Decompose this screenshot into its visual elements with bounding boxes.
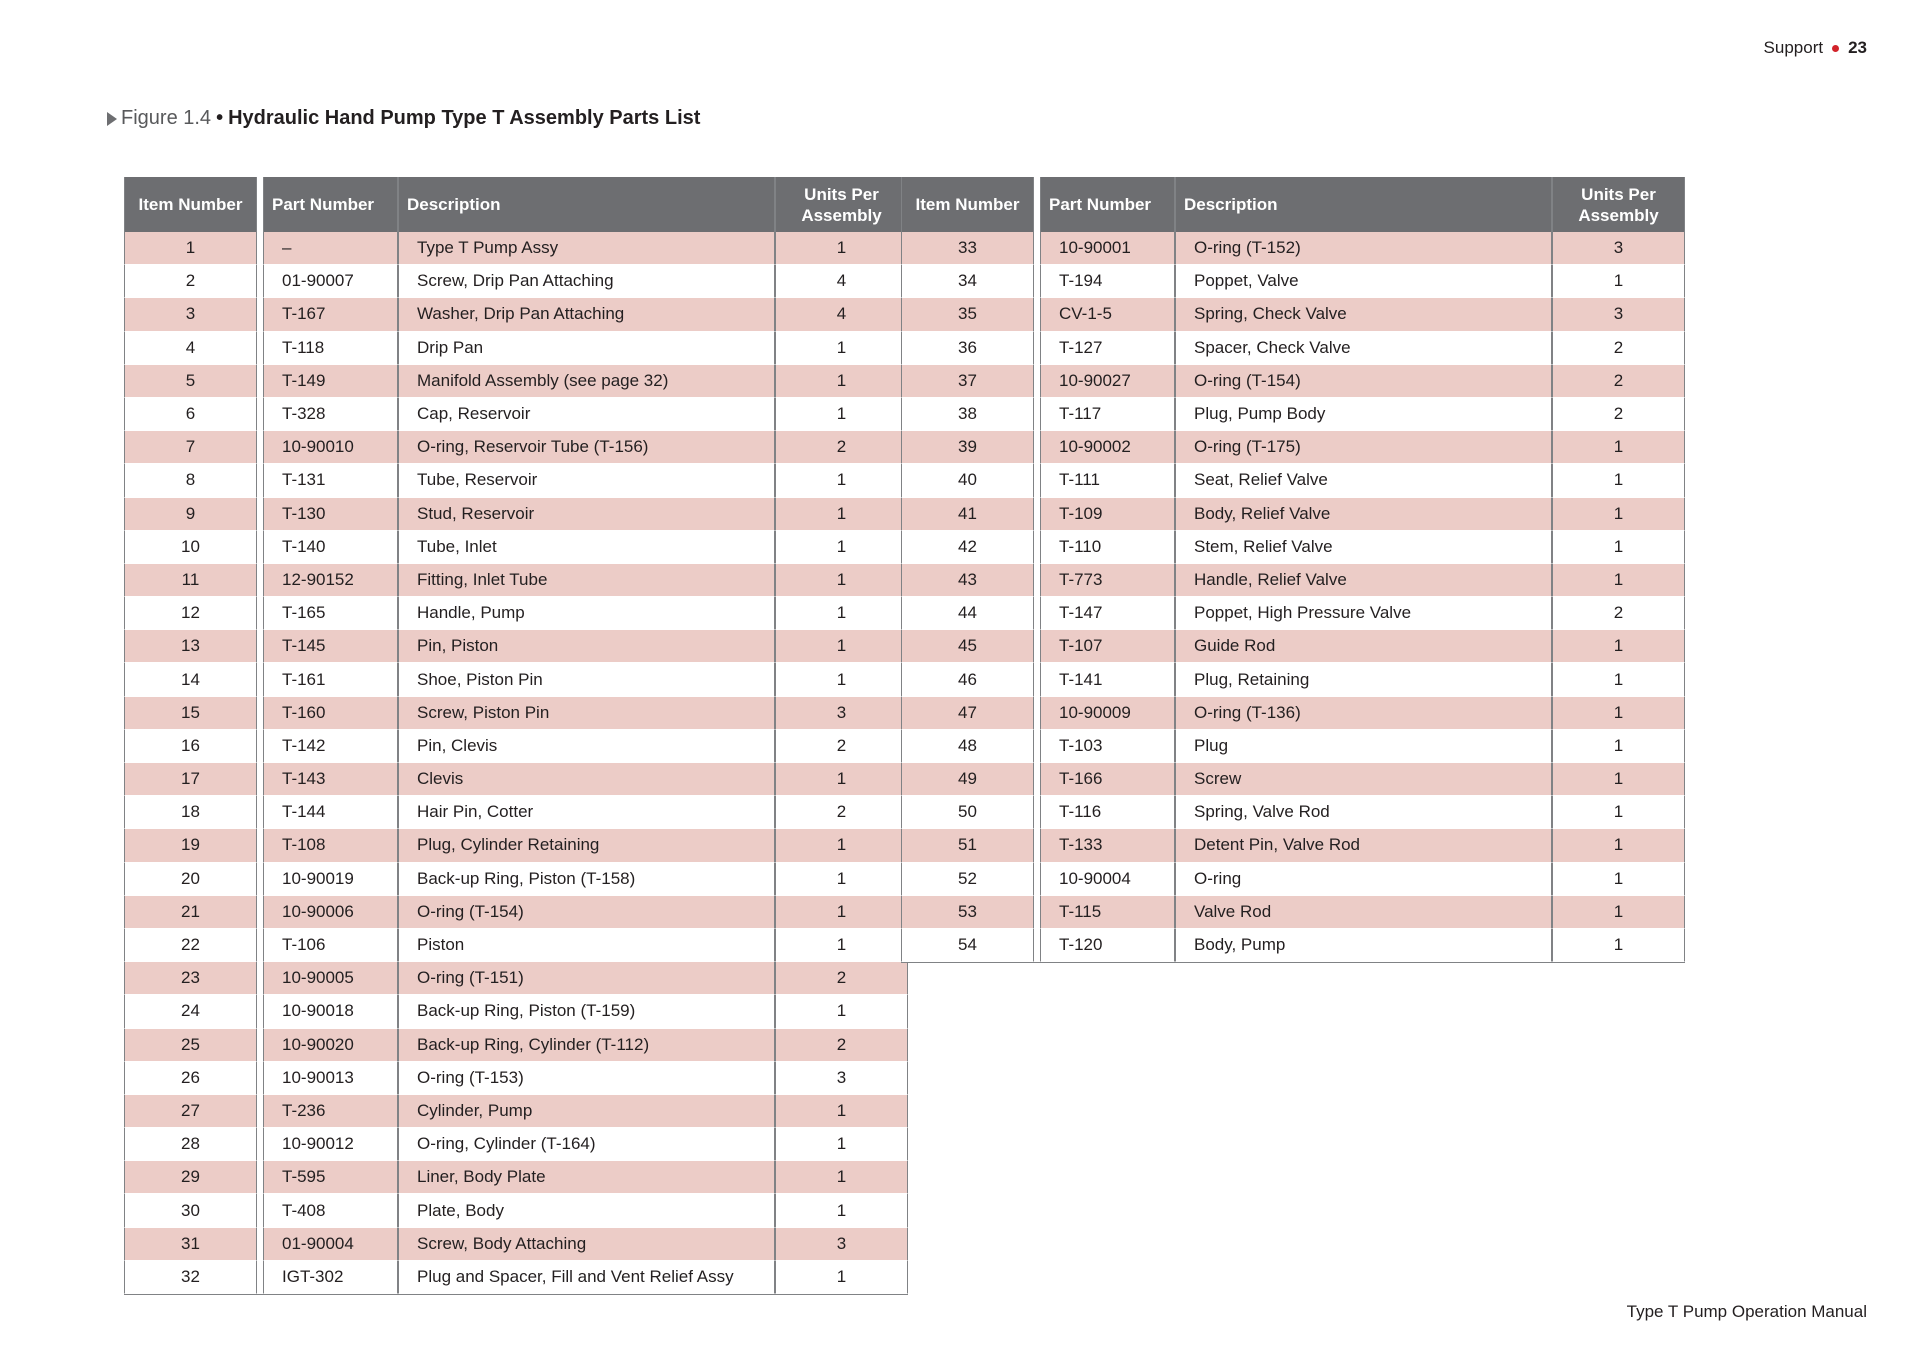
page-header <box>1764 38 1867 58</box>
table-row <box>124 398 908 431</box>
table-row <box>901 597 1685 630</box>
part-number-cell: T-236 <box>263 1095 398 1128</box>
description-cell: Screw <box>1175 763 1552 796</box>
part-number-cell: 10-90013 <box>263 1062 398 1095</box>
item-number-cell: 28 <box>124 1128 257 1161</box>
column-header-description: Description <box>398 177 775 232</box>
part-number-cell: T-161 <box>263 663 398 696</box>
description-cell: Cylinder, Pump <box>398 1095 775 1128</box>
description-cell: Back-up Ring, Cylinder (T-112) <box>398 1029 775 1062</box>
table-row <box>901 431 1685 464</box>
table-row <box>901 763 1685 796</box>
item-number-cell: 15 <box>124 697 257 730</box>
item-number-cell: 49 <box>901 763 1034 796</box>
table-row <box>901 697 1685 730</box>
page-footer: Type T Pump Operation Manual <box>1626 1302 1867 1321</box>
table-row <box>124 1261 908 1294</box>
table-row <box>124 763 908 796</box>
description-cell: Poppet, High Pressure Valve <box>1175 597 1552 630</box>
units-cell: 1 <box>1552 531 1685 564</box>
item-number-cell: 19 <box>124 829 257 862</box>
table-row <box>901 464 1685 497</box>
column-header-units: Units Per Assembly <box>1552 177 1685 232</box>
table-row <box>901 863 1685 896</box>
table-row <box>124 929 908 962</box>
part-number-cell: T-142 <box>263 730 398 763</box>
table-row <box>901 796 1685 829</box>
item-number-cell: 48 <box>901 730 1034 763</box>
table-row <box>124 531 908 564</box>
part-number-cell: 01-90004 <box>263 1228 398 1261</box>
table-row <box>901 232 1685 265</box>
units-cell: 1 <box>1552 630 1685 663</box>
part-number-cell: 10-90018 <box>263 995 398 1028</box>
table-row <box>124 1029 908 1062</box>
units-cell: 3 <box>775 1228 908 1261</box>
item-number-cell: 20 <box>124 863 257 896</box>
units-cell: 1 <box>775 1194 908 1227</box>
part-number-cell: 10-90002 <box>1040 431 1175 464</box>
table-row <box>901 365 1685 398</box>
part-number-cell: T-118 <box>263 332 398 365</box>
item-number-cell: 2 <box>124 265 257 298</box>
description-cell: O-ring (T-154) <box>398 896 775 929</box>
description-cell: O-ring <box>1175 863 1552 896</box>
description-cell: O-ring, Cylinder (T-164) <box>398 1128 775 1161</box>
item-number-cell: 47 <box>901 697 1034 730</box>
table-row <box>124 265 908 298</box>
item-number-cell: 33 <box>901 232 1034 265</box>
table-row <box>124 1062 908 1095</box>
part-number-cell: T-108 <box>263 829 398 862</box>
table-row <box>901 630 1685 663</box>
item-number-cell: 50 <box>901 796 1034 829</box>
part-number-cell: T-103 <box>1040 730 1175 763</box>
units-cell: 1 <box>775 332 908 365</box>
item-number-cell: 22 <box>124 929 257 962</box>
table-row <box>124 730 908 763</box>
units-cell: 1 <box>775 365 908 398</box>
item-number-cell: 43 <box>901 564 1034 597</box>
table-row <box>901 332 1685 365</box>
item-number-cell: 38 <box>901 398 1034 431</box>
table-row <box>901 298 1685 331</box>
units-cell: 1 <box>1552 564 1685 597</box>
item-number-cell: 17 <box>124 763 257 796</box>
table-row <box>901 564 1685 597</box>
table-row <box>124 630 908 663</box>
units-cell: 2 <box>775 431 908 464</box>
table-row <box>901 829 1685 862</box>
description-cell: O-ring (T-151) <box>398 962 775 995</box>
units-cell: 1 <box>775 498 908 531</box>
part-number-cell: T-147 <box>1040 597 1175 630</box>
table-row <box>124 232 908 265</box>
description-cell: Plug, Pump Body <box>1175 398 1552 431</box>
part-number-cell: T-127 <box>1040 332 1175 365</box>
description-cell: Plug and Spacer, Fill and Vent Relief Assy <box>398 1261 775 1294</box>
item-number-cell: 11 <box>124 564 257 597</box>
table-row <box>124 298 908 331</box>
item-number-cell: 8 <box>124 464 257 497</box>
units-cell: 1 <box>775 829 908 862</box>
units-cell: 1 <box>775 995 908 1028</box>
description-cell: Plug, Retaining <box>1175 663 1552 696</box>
part-number-cell: T-111 <box>1040 464 1175 497</box>
part-number-cell: 10-90012 <box>263 1128 398 1161</box>
units-cell: 1 <box>1552 863 1685 896</box>
column-header-item: Item Number <box>901 177 1034 232</box>
table-row <box>901 663 1685 696</box>
item-number-cell: 4 <box>124 332 257 365</box>
part-number-cell: T-328 <box>263 398 398 431</box>
item-number-cell: 36 <box>901 332 1034 365</box>
figure-title: Hydraulic Hand Pump Type T Assembly Parts List <box>228 107 701 129</box>
units-cell: 1 <box>1552 796 1685 829</box>
description-cell: Spring, Valve Rod <box>1175 796 1552 829</box>
units-cell: 1 <box>775 1095 908 1128</box>
part-number-cell: – <box>263 232 398 265</box>
item-number-cell: 7 <box>124 431 257 464</box>
part-number-cell: T-149 <box>263 365 398 398</box>
units-cell: 3 <box>1552 232 1685 265</box>
part-number-cell: 10-90004 <box>1040 863 1175 896</box>
table-row <box>124 1128 908 1161</box>
part-number-cell: T-773 <box>1040 564 1175 597</box>
item-number-cell: 46 <box>901 663 1034 696</box>
item-number-cell: 51 <box>901 829 1034 862</box>
item-number-cell: 3 <box>124 298 257 331</box>
description-cell: Tube, Reservoir <box>398 464 775 497</box>
units-cell: 1 <box>1552 929 1685 962</box>
part-number-cell: T-167 <box>263 298 398 331</box>
units-cell: 1 <box>775 464 908 497</box>
units-cell: 3 <box>775 1062 908 1095</box>
part-number-cell: T-143 <box>263 763 398 796</box>
table-row <box>124 597 908 630</box>
item-number-cell: 42 <box>901 531 1034 564</box>
part-number-cell: 01-90007 <box>263 265 398 298</box>
item-number-cell: 14 <box>124 663 257 696</box>
description-cell: Stem, Relief Valve <box>1175 531 1552 564</box>
item-number-cell: 41 <box>901 498 1034 531</box>
column-header-part: Part Number <box>1040 177 1175 232</box>
description-cell: Type T Pump Assy <box>398 232 775 265</box>
table-row <box>124 962 908 995</box>
units-cell: 2 <box>1552 597 1685 630</box>
part-number-cell: T-166 <box>1040 763 1175 796</box>
item-number-cell: 40 <box>901 464 1034 497</box>
item-number-cell: 29 <box>124 1161 257 1194</box>
item-number-cell: 26 <box>124 1062 257 1095</box>
description-cell: Seat, Relief Valve <box>1175 464 1552 497</box>
part-number-cell: T-131 <box>263 464 398 497</box>
item-number-cell: 52 <box>901 863 1034 896</box>
units-cell: 1 <box>775 663 908 696</box>
description-cell: Back-up Ring, Piston (T-158) <box>398 863 775 896</box>
parts-table-left <box>124 177 908 1295</box>
description-cell: O-ring (T-136) <box>1175 697 1552 730</box>
description-cell: Clevis <box>398 763 775 796</box>
table-row <box>124 564 908 597</box>
units-cell: 1 <box>775 398 908 431</box>
description-cell: Piston <box>398 929 775 962</box>
units-cell: 1 <box>1552 464 1685 497</box>
description-cell: Plate, Body <box>398 1194 775 1227</box>
item-number-cell: 21 <box>124 896 257 929</box>
part-number-cell: T-109 <box>1040 498 1175 531</box>
units-cell: 2 <box>1552 365 1685 398</box>
part-number-cell: T-140 <box>263 531 398 564</box>
item-number-cell: 35 <box>901 298 1034 331</box>
caret-right-icon <box>107 112 117 126</box>
item-number-cell: 13 <box>124 630 257 663</box>
description-cell: Handle, Relief Valve <box>1175 564 1552 597</box>
description-cell: Poppet, Valve <box>1175 265 1552 298</box>
description-cell: Tube, Inlet <box>398 531 775 564</box>
figure-label: Figure 1.4 <box>121 107 212 129</box>
units-cell: 1 <box>775 232 908 265</box>
description-cell: Hair Pin, Cotter <box>398 796 775 829</box>
item-number-cell: 23 <box>124 962 257 995</box>
description-cell: Shoe, Piston Pin <box>398 663 775 696</box>
units-cell: 1 <box>1552 896 1685 929</box>
part-number-cell: CV-1-5 <box>1040 298 1175 331</box>
part-number-cell: T-115 <box>1040 896 1175 929</box>
figure-bullet: • <box>216 107 224 129</box>
table-row <box>124 365 908 398</box>
part-number-cell: 10-90019 <box>263 863 398 896</box>
units-cell: 1 <box>775 597 908 630</box>
part-number-cell: 10-90001 <box>1040 232 1175 265</box>
description-cell: Spring, Check Valve <box>1175 298 1552 331</box>
item-number-cell: 9 <box>124 498 257 531</box>
part-number-cell: T-145 <box>263 630 398 663</box>
part-number-cell: 10-90027 <box>1040 365 1175 398</box>
part-number-cell: 10-90006 <box>263 896 398 929</box>
part-number-cell: T-116 <box>1040 796 1175 829</box>
description-cell: Handle, Pump <box>398 597 775 630</box>
part-number-cell: T-141 <box>1040 663 1175 696</box>
units-cell: 1 <box>1552 265 1685 298</box>
item-number-cell: 44 <box>901 597 1034 630</box>
item-number-cell: 32 <box>124 1261 257 1294</box>
table-row <box>124 464 908 497</box>
table-header-row <box>124 177 908 232</box>
units-cell: 2 <box>1552 398 1685 431</box>
item-number-cell: 10 <box>124 531 257 564</box>
units-cell: 1 <box>775 564 908 597</box>
part-number-cell: T-160 <box>263 697 398 730</box>
table-row <box>901 398 1685 431</box>
part-number-cell: 10-90005 <box>263 962 398 995</box>
description-cell: Manifold Assembly (see page 32) <box>398 365 775 398</box>
units-cell: 1 <box>775 1161 908 1194</box>
description-cell: Washer, Drip Pan Attaching <box>398 298 775 331</box>
column-header-part: Part Number <box>263 177 398 232</box>
item-number-cell: 31 <box>124 1228 257 1261</box>
item-number-cell: 6 <box>124 398 257 431</box>
description-cell: Guide Rod <box>1175 630 1552 663</box>
item-number-cell: 39 <box>901 431 1034 464</box>
description-cell: Back-up Ring, Piston (T-159) <box>398 995 775 1028</box>
part-number-cell: T-107 <box>1040 630 1175 663</box>
column-header-item: Item Number <box>124 177 257 232</box>
table-row <box>124 1194 908 1227</box>
table-row <box>901 730 1685 763</box>
units-cell: 2 <box>775 796 908 829</box>
item-number-cell: 27 <box>124 1095 257 1128</box>
item-number-cell: 45 <box>901 630 1034 663</box>
description-cell: Screw, Drip Pan Attaching <box>398 265 775 298</box>
units-cell: 1 <box>1552 431 1685 464</box>
part-number-cell: 10-90010 <box>263 431 398 464</box>
figure-caption <box>107 107 700 130</box>
description-cell: Plug <box>1175 730 1552 763</box>
table-row <box>124 332 908 365</box>
description-cell: Liner, Body Plate <box>398 1161 775 1194</box>
table-row <box>124 829 908 862</box>
item-number-cell: 12 <box>124 597 257 630</box>
units-cell: 1 <box>775 863 908 896</box>
units-cell: 4 <box>775 298 908 331</box>
description-cell: Screw, Piston Pin <box>398 697 775 730</box>
item-number-cell: 25 <box>124 1029 257 1062</box>
description-cell: Cap, Reservoir <box>398 398 775 431</box>
description-cell: Stud, Reservoir <box>398 498 775 531</box>
table-row <box>124 1228 908 1261</box>
item-number-cell: 54 <box>901 929 1034 962</box>
table-row <box>124 863 908 896</box>
description-cell: O-ring (T-175) <box>1175 431 1552 464</box>
description-cell: Plug, Cylinder Retaining <box>398 829 775 862</box>
part-number-cell: T-144 <box>263 796 398 829</box>
item-number-cell: 16 <box>124 730 257 763</box>
units-cell: 1 <box>1552 763 1685 796</box>
table-header-row <box>901 177 1685 232</box>
units-cell: 2 <box>775 1029 908 1062</box>
units-cell: 2 <box>775 962 908 995</box>
units-cell: 1 <box>775 763 908 796</box>
item-number-cell: 18 <box>124 796 257 829</box>
description-cell: Spacer, Check Valve <box>1175 332 1552 365</box>
part-number-cell: T-106 <box>263 929 398 962</box>
column-header-description: Description <box>1175 177 1552 232</box>
parts-table-right <box>901 177 1685 963</box>
column-header-units: Units Per Assembly <box>775 177 908 232</box>
description-cell: Body, Relief Valve <box>1175 498 1552 531</box>
units-cell: 1 <box>1552 730 1685 763</box>
table-row <box>124 995 908 1028</box>
table-row <box>124 796 908 829</box>
units-cell: 1 <box>1552 498 1685 531</box>
item-number-cell: 5 <box>124 365 257 398</box>
part-number-cell: T-110 <box>1040 531 1175 564</box>
item-number-cell: 37 <box>901 365 1034 398</box>
part-number-cell: T-165 <box>263 597 398 630</box>
part-number-cell: T-133 <box>1040 829 1175 862</box>
table-row <box>124 663 908 696</box>
bullet-dot-icon <box>1832 45 1839 52</box>
description-cell: Pin, Piston <box>398 630 775 663</box>
table-row <box>124 896 908 929</box>
description-cell: O-ring, Reservoir Tube (T-156) <box>398 431 775 464</box>
table-row <box>124 498 908 531</box>
description-cell: O-ring (T-152) <box>1175 232 1552 265</box>
description-cell: Detent Pin, Valve Rod <box>1175 829 1552 862</box>
units-cell: 2 <box>775 730 908 763</box>
units-cell: 1 <box>775 531 908 564</box>
part-number-cell: T-595 <box>263 1161 398 1194</box>
table-row <box>124 1095 908 1128</box>
table-row <box>901 929 1685 962</box>
units-cell: 1 <box>775 1261 908 1294</box>
units-cell: 1 <box>775 929 908 962</box>
item-number-cell: 34 <box>901 265 1034 298</box>
part-number-cell: T-194 <box>1040 265 1175 298</box>
units-cell: 3 <box>775 697 908 730</box>
description-cell: O-ring (T-154) <box>1175 365 1552 398</box>
part-number-cell: T-130 <box>263 498 398 531</box>
part-number-cell: IGT-302 <box>263 1261 398 1294</box>
item-number-cell: 53 <box>901 896 1034 929</box>
table-row <box>124 1161 908 1194</box>
part-number-cell: 10-90009 <box>1040 697 1175 730</box>
description-cell: Valve Rod <box>1175 896 1552 929</box>
description-cell: Pin, Clevis <box>398 730 775 763</box>
table-row <box>124 431 908 464</box>
part-number-cell: T-117 <box>1040 398 1175 431</box>
table-row <box>901 265 1685 298</box>
description-cell: Screw, Body Attaching <box>398 1228 775 1261</box>
description-cell: Fitting, Inlet Tube <box>398 564 775 597</box>
units-cell: 1 <box>775 1128 908 1161</box>
table-row <box>901 896 1685 929</box>
description-cell: O-ring (T-153) <box>398 1062 775 1095</box>
page-number: 23 <box>1848 38 1867 57</box>
part-number-cell: T-408 <box>263 1194 398 1227</box>
units-cell: 1 <box>775 630 908 663</box>
units-cell: 1 <box>1552 829 1685 862</box>
units-cell: 3 <box>1552 298 1685 331</box>
part-number-cell: T-120 <box>1040 929 1175 962</box>
table-row <box>901 498 1685 531</box>
description-cell: Body, Pump <box>1175 929 1552 962</box>
units-cell: 1 <box>1552 663 1685 696</box>
units-cell: 4 <box>775 265 908 298</box>
units-cell: 1 <box>775 896 908 929</box>
item-number-cell: 1 <box>124 232 257 265</box>
table-row <box>124 697 908 730</box>
section-name: Support <box>1763 38 1824 57</box>
description-cell: Drip Pan <box>398 332 775 365</box>
units-cell: 1 <box>1552 697 1685 730</box>
part-number-cell: 12-90152 <box>263 564 398 597</box>
part-number-cell: 10-90020 <box>263 1029 398 1062</box>
item-number-cell: 30 <box>124 1194 257 1227</box>
units-cell: 2 <box>1552 332 1685 365</box>
item-number-cell: 24 <box>124 995 257 1028</box>
table-row <box>901 531 1685 564</box>
